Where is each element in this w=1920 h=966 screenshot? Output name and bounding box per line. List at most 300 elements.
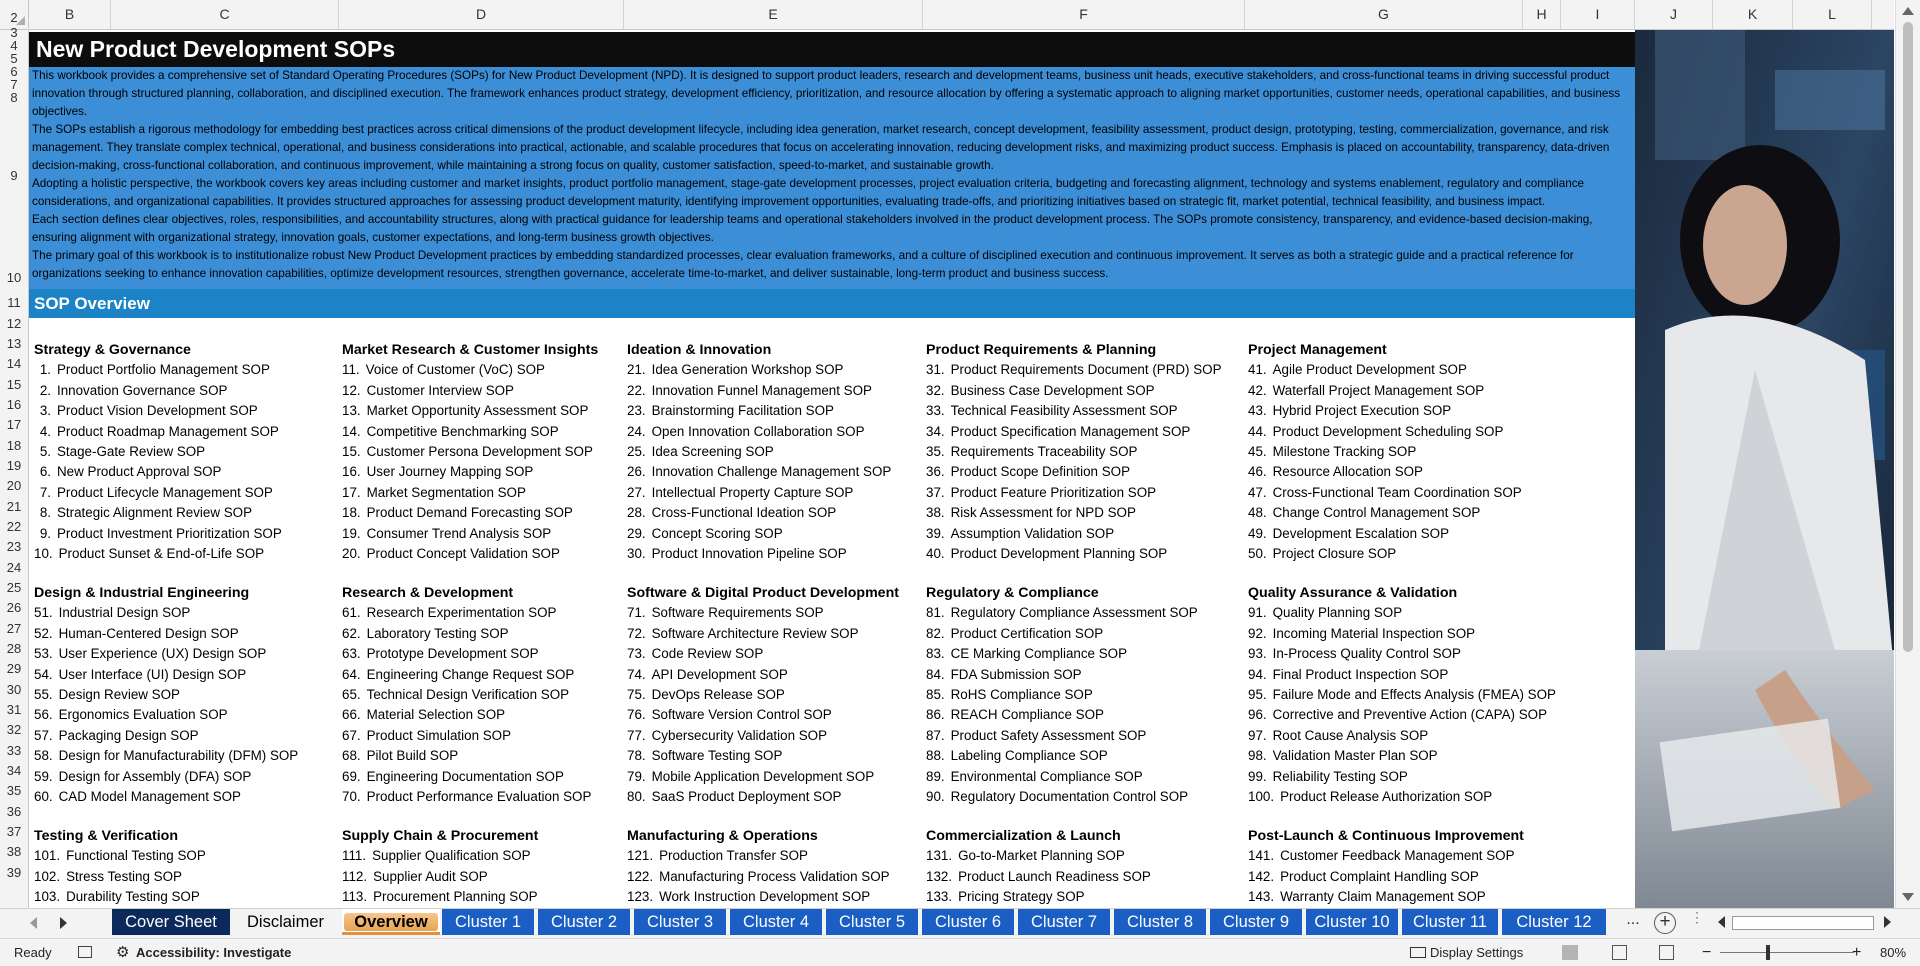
sop-number: 10. — [34, 545, 53, 561]
sop-list-item[interactable] — [926, 624, 1246, 644]
accessibility-status[interactable]: Accessibility: Investigate — [136, 945, 292, 960]
column-header[interactable]: K — [1713, 0, 1793, 29]
tab-label: Cluster 10 — [1314, 913, 1390, 931]
sop-list-item[interactable] — [627, 767, 947, 787]
sop-list-item[interactable] — [34, 787, 354, 807]
sop-list-item[interactable] — [1248, 887, 1568, 907]
sop-name: Warranty Claim Management SOP — [1280, 889, 1486, 905]
sop-list-item[interactable] — [1248, 462, 1568, 482]
sop-number: 55. — [34, 686, 53, 702]
sop-name: Corrective and Preventive Action (CAPA) SOP — [1272, 707, 1547, 723]
sop-name: Final Product Inspection SOP — [1272, 666, 1449, 682]
sop-number: 99. — [1248, 768, 1267, 784]
sop-name: Concept Scoring SOP — [651, 525, 783, 541]
row-header[interactable]: 16 — [6, 397, 22, 412]
sop-number: 77. — [627, 727, 646, 743]
sop-list-item[interactable] — [926, 442, 1246, 462]
sop-list-item[interactable] — [34, 705, 354, 725]
sop-list-item[interactable] — [342, 442, 662, 462]
tab-label: Cluster 11 — [1413, 913, 1487, 931]
sop-number: 38. — [926, 505, 945, 521]
sop-list-item[interactable] — [1248, 603, 1568, 623]
sop-number: 132. — [926, 868, 953, 884]
sop-list-item[interactable] — [342, 846, 662, 866]
sop-list-item[interactable] — [627, 867, 947, 887]
cluster-title: Testing & Verification — [34, 828, 179, 844]
tab-disclaimer[interactable] — [233, 909, 338, 935]
sop-list-item[interactable] — [34, 442, 354, 462]
sop-number: 143. — [1248, 889, 1275, 905]
sop-name: Product Vision Development SOP — [57, 403, 258, 419]
sop-list-item[interactable] — [34, 603, 354, 623]
sop-list-item[interactable] — [1248, 867, 1568, 887]
sop-list-item[interactable] — [34, 867, 354, 887]
row-header[interactable]: 10 — [6, 270, 22, 285]
sop-list-item[interactable] — [1248, 846, 1568, 866]
sop-name: Laboratory Testing SOP — [366, 625, 509, 641]
sop-list-item[interactable] — [342, 603, 662, 623]
scroll-down-icon[interactable] — [1902, 893, 1914, 901]
sop-name: Milestone Tracking SOP — [1272, 443, 1417, 459]
row-header[interactable]: 12 — [6, 316, 22, 331]
sop-list-item[interactable] — [627, 685, 947, 705]
row-header[interactable]: 33 — [6, 743, 22, 758]
row-header[interactable]: 2 — [10, 10, 18, 25]
sop-name: Durability Testing SOP — [66, 889, 200, 905]
sop-cluster — [1248, 826, 1568, 908]
sop-list-item[interactable] — [627, 544, 947, 564]
tab-label: Cluster 2 — [550, 913, 618, 931]
sop-list-item[interactable] — [342, 381, 662, 401]
cluster-title: Design & Industrial Engineering — [34, 585, 250, 601]
sop-number: 91. — [1248, 605, 1267, 621]
sop-list-item[interactable] — [34, 524, 354, 544]
sop-list-item[interactable] — [627, 887, 947, 907]
sop-name: Product Release Authorization SOP — [1280, 788, 1493, 804]
sop-number: 95. — [1248, 686, 1267, 702]
tab-cluster-11[interactable] — [1402, 909, 1500, 935]
sop-list-item[interactable] — [342, 665, 662, 685]
row-header[interactable]: 25 — [6, 580, 22, 595]
sop-cluster — [342, 583, 662, 807]
sop-list-item[interactable] — [342, 624, 662, 644]
sop-number: 92. — [1248, 625, 1267, 641]
column-header[interactable]: B — [29, 0, 111, 29]
sop-list-item[interactable] — [926, 422, 1246, 442]
sop-list-item[interactable] — [1248, 360, 1568, 380]
sop-list-item[interactable] — [34, 503, 354, 523]
tab-label: Cluster 9 — [1222, 913, 1290, 931]
sop-list-item[interactable] — [34, 644, 354, 664]
row-header[interactable]: 6 — [10, 64, 18, 79]
row-header[interactable]: 5 — [10, 51, 18, 66]
row-header[interactable]: 37 — [6, 824, 22, 839]
tab-splitter-icon[interactable]: ⋮ — [1690, 909, 1704, 925]
row-header[interactable]: 23 — [6, 539, 22, 554]
sop-number: 70. — [342, 788, 361, 804]
sop-list-item[interactable] — [1248, 685, 1568, 705]
row-header[interactable]: 19 — [6, 458, 22, 473]
sop-number: 112. — [342, 868, 368, 884]
sop-name: Change Control Management SOP — [1272, 505, 1481, 521]
sop-list-item[interactable] — [342, 483, 662, 503]
sop-list-item[interactable] — [926, 503, 1246, 523]
sop-list-item[interactable] — [1248, 422, 1568, 442]
sop-number: 52. — [34, 625, 53, 641]
column-header[interactable]: C — [111, 0, 339, 29]
row-header[interactable]: 29 — [6, 661, 22, 676]
sop-list-item[interactable] — [627, 624, 947, 644]
sop-list-item[interactable] — [342, 544, 662, 564]
sop-list-item[interactable] — [926, 726, 1246, 746]
sop-list-item[interactable] — [342, 887, 662, 907]
sop-list-item[interactable] — [1248, 381, 1568, 401]
row-header[interactable]: 22 — [6, 519, 22, 534]
column-header[interactable]: D — [339, 0, 624, 29]
sop-list-item[interactable] — [926, 787, 1246, 807]
sop-name: Product Innovation Pipeline SOP — [651, 545, 847, 561]
column-header[interactable]: E — [624, 0, 923, 29]
sop-list-item[interactable] — [34, 624, 354, 644]
row-header[interactable]: 38 — [6, 844, 22, 859]
row-header[interactable]: 18 — [6, 438, 22, 453]
sop-name: Engineering Documentation SOP — [366, 768, 564, 784]
sop-name: Manufacturing Process Validation SOP — [659, 868, 890, 884]
row-header[interactable]: 36 — [6, 804, 22, 819]
sop-list-item[interactable] — [342, 360, 662, 380]
tab-cluster-12[interactable] — [1502, 909, 1608, 935]
sop-name: Product Certification SOP — [950, 625, 1104, 641]
row-header[interactable]: 11 — [7, 295, 21, 310]
sop-number: 35. — [926, 443, 945, 459]
tab-label: Cluster 12 — [1516, 913, 1592, 931]
sop-list-item[interactable] — [34, 360, 354, 380]
sop-list-item[interactable] — [34, 726, 354, 746]
scroll-up-icon[interactable] — [1902, 7, 1914, 15]
sop-number: 11. — [342, 362, 360, 378]
tab-label: Cluster 6 — [934, 913, 1002, 931]
sop-list-item[interactable] — [627, 705, 947, 725]
column-header[interactable]: F — [923, 0, 1245, 29]
sop-cluster — [926, 826, 1246, 908]
sop-list-item[interactable] — [627, 524, 947, 544]
row-header[interactable]: 28 — [6, 641, 22, 656]
sop-list-item[interactable] — [342, 767, 662, 787]
sop-list-item[interactable] — [342, 644, 662, 664]
sop-number: 65. — [342, 686, 361, 702]
sop-number: 20. — [342, 545, 361, 561]
sop-list-item[interactable] — [1248, 705, 1568, 725]
vertical-scrollbar[interactable] — [1895, 0, 1920, 908]
sop-number: 40. — [926, 545, 945, 561]
sop-number: 141. — [1248, 848, 1275, 864]
sop-list-item[interactable] — [342, 726, 662, 746]
tab-label: Cover Sheet — [125, 913, 217, 931]
row-header[interactable]: 9 — [10, 168, 18, 183]
zoom-slider[interactable] — [1720, 952, 1854, 953]
sop-name: Customer Feedback Management SOP — [1280, 848, 1515, 864]
sop-list-item[interactable] — [627, 503, 947, 523]
sop-list-item[interactable] — [342, 685, 662, 705]
normal-view-icon[interactable] — [1562, 945, 1578, 960]
sop-list-item[interactable] — [1248, 524, 1568, 544]
worksheet-grid[interactable] — [29, 30, 1894, 908]
row-header[interactable]: 13 — [6, 336, 22, 351]
row-header[interactable]: 34 — [6, 763, 22, 778]
zoom-slider-handle[interactable] — [1766, 945, 1770, 960]
row-header[interactable]: 35 — [6, 783, 22, 798]
column-header[interactable]: H — [1523, 0, 1561, 29]
sop-list-item[interactable] — [627, 381, 947, 401]
sop-list-item[interactable] — [627, 442, 947, 462]
sop-list-item[interactable] — [926, 867, 1246, 887]
sop-list-item[interactable] — [342, 524, 662, 544]
horizontal-scroll-thumb[interactable] — [1732, 916, 1874, 930]
row-header[interactable]: 39 — [6, 865, 22, 880]
sop-name: Product Investment Prioritization SOP — [57, 525, 282, 541]
sop-name: Product Lifecycle Management SOP — [57, 484, 273, 500]
sop-list-item[interactable] — [627, 846, 947, 866]
sop-list-item[interactable] — [1248, 401, 1568, 421]
tab-cluster-2[interactable] — [538, 909, 632, 935]
tab-cluster-6[interactable] — [922, 909, 1016, 935]
sop-number: 31. — [926, 362, 945, 378]
sop-list-item[interactable] — [926, 603, 1246, 623]
sop-name: Customer Interview SOP — [366, 382, 514, 398]
sop-list-item[interactable] — [342, 462, 662, 482]
sop-list-item[interactable] — [1248, 544, 1568, 564]
sop-name: CAD Model Management SOP — [58, 788, 241, 804]
row-header[interactable]: 20 — [6, 478, 22, 493]
row-header[interactable]: 30 — [6, 682, 22, 697]
accessibility-icon[interactable]: ⚙ — [116, 944, 130, 961]
row-header[interactable]: 31 — [6, 702, 22, 717]
sop-number: 84. — [926, 666, 945, 682]
sop-list-item[interactable] — [926, 746, 1246, 766]
sop-list-item[interactable] — [34, 483, 354, 503]
row-header[interactable]: 3 — [10, 25, 18, 40]
sop-number: 133. — [926, 889, 953, 905]
zoom-level[interactable]: 80% — [1880, 945, 1907, 960]
sop-name: Product Portfolio Management SOP — [57, 362, 270, 378]
sop-list-item[interactable] — [627, 746, 947, 766]
sop-list — [627, 846, 947, 907]
sop-number: 34. — [926, 423, 945, 439]
sop-list-item[interactable] — [926, 846, 1246, 866]
row-header[interactable]: 8 — [10, 90, 18, 105]
sop-list-item[interactable] — [34, 381, 354, 401]
column-header[interactable]: J — [1635, 0, 1713, 29]
display-settings-icon[interactable] — [1410, 947, 1426, 958]
sop-name: Product Performance Evaluation SOP — [366, 788, 592, 804]
tab-cluster-1[interactable] — [442, 909, 536, 935]
sop-list-item[interactable] — [926, 665, 1246, 685]
sop-list-item[interactable] — [342, 503, 662, 523]
sop-list — [1248, 846, 1568, 907]
sop-list-item[interactable] — [34, 665, 354, 685]
sop-list-item[interactable] — [1248, 483, 1568, 503]
sop-list-item[interactable] — [34, 846, 354, 866]
tab-cluster-4[interactable] — [730, 909, 824, 935]
sop-name: Product Requirements Document (PRD) SOP — [950, 362, 1222, 378]
tab-cluster-10[interactable] — [1306, 909, 1400, 935]
sop-list-item[interactable] — [1248, 746, 1568, 766]
row-header[interactable]: 15 — [6, 377, 22, 392]
sop-list-item[interactable] — [627, 603, 947, 623]
sop-list-item[interactable] — [926, 360, 1246, 380]
sop-cluster-grid — [29, 340, 1635, 908]
sop-list-item[interactable] — [627, 401, 947, 421]
zoom-in-icon[interactable]: + — [1852, 944, 1862, 961]
row-header[interactable]: 4 — [10, 38, 18, 53]
sop-list-item[interactable] — [1248, 787, 1568, 807]
row-header[interactable]: 21 — [6, 499, 22, 514]
sop-list-item[interactable] — [627, 360, 947, 380]
vertical-scroll-thumb[interactable] — [1903, 22, 1913, 652]
tab-cluster-7[interactable] — [1018, 909, 1112, 935]
sop-name: Design Review SOP — [58, 686, 180, 702]
sop-list-item[interactable] — [342, 867, 662, 887]
row-header[interactable]: 27 — [6, 621, 22, 636]
page-layout-icon[interactable] — [1612, 945, 1627, 960]
sop-list-item[interactable] — [34, 462, 354, 482]
scroll-right-icon[interactable] — [1884, 916, 1891, 928]
sop-number: 8. — [39, 505, 51, 521]
row-header[interactable]: 7 — [10, 77, 18, 92]
scroll-left-icon[interactable] — [1718, 916, 1725, 928]
column-header[interactable]: I — [1561, 0, 1635, 29]
sop-name: Pilot Build SOP — [366, 748, 459, 764]
sop-list-item[interactable] — [342, 401, 662, 421]
sop-list-item[interactable] — [342, 746, 662, 766]
sop-list-item[interactable] — [342, 705, 662, 725]
tab-scroll-right-icon[interactable] — [60, 917, 67, 929]
sop-list-item[interactable] — [34, 887, 354, 907]
sop-number: 54. — [34, 666, 53, 682]
sop-list-item[interactable] — [34, 685, 354, 705]
sop-list-item[interactable] — [926, 483, 1246, 503]
sop-list-item[interactable] — [342, 787, 662, 807]
sop-list-item[interactable] — [627, 422, 947, 442]
sop-name: Cybersecurity Validation SOP — [651, 727, 828, 743]
sop-list-item[interactable] — [926, 462, 1246, 482]
sop-list-item[interactable] — [627, 462, 947, 482]
sop-list-item[interactable] — [34, 544, 354, 564]
sop-number: 74. — [627, 666, 646, 682]
more-tabs-ellipsis[interactable]: ... — [1626, 911, 1640, 928]
sop-list-item[interactable] — [926, 767, 1246, 787]
sop-cluster — [34, 826, 354, 908]
sop-number: 24. — [627, 423, 646, 439]
column-header[interactable]: L — [1793, 0, 1872, 29]
sop-name: Product Development Scheduling SOP — [1272, 423, 1504, 439]
row-header[interactable]: 32 — [6, 722, 22, 737]
row-header[interactable]: 24 — [6, 560, 22, 575]
tab-cluster-5[interactable] — [826, 909, 920, 935]
sop-name: Idea Generation Workshop SOP — [651, 362, 844, 378]
sop-number: 57. — [34, 727, 53, 743]
sop-number: 23. — [627, 403, 646, 419]
sop-list-item[interactable] — [926, 644, 1246, 664]
row-header[interactable]: 14 — [6, 356, 22, 371]
engineer-at-desk-image — [1635, 30, 1894, 908]
sop-name: FDA Submission SOP — [950, 666, 1082, 682]
sop-list-item[interactable] — [926, 381, 1246, 401]
display-settings-button[interactable]: Display Settings — [1430, 945, 1524, 960]
sop-list-item[interactable] — [627, 787, 947, 807]
sop-name: Functional Testing SOP — [66, 848, 206, 864]
sop-list-item[interactable] — [627, 726, 947, 746]
sop-list-item[interactable] — [34, 422, 354, 442]
sop-number: 82. — [926, 625, 945, 641]
sop-list-item[interactable] — [34, 746, 354, 766]
sop-name: Technical Design Verification SOP — [366, 686, 570, 702]
sop-list-item[interactable] — [342, 422, 662, 442]
sop-number: 73. — [627, 646, 646, 662]
sop-cluster — [34, 583, 354, 807]
sop-list-item[interactable] — [34, 401, 354, 421]
zoom-out-icon[interactable]: − — [1702, 944, 1712, 961]
sop-name: Innovation Governance SOP — [57, 382, 228, 398]
tab-scroll-left-icon[interactable] — [30, 917, 37, 929]
sop-name: Innovation Challenge Management SOP — [651, 464, 892, 480]
sop-list-item[interactable] — [34, 767, 354, 787]
sop-list-item[interactable] — [1248, 644, 1568, 664]
row-header[interactable]: 17 — [6, 417, 22, 432]
horizontal-scrollbar[interactable] — [1716, 912, 1894, 932]
sop-list-item[interactable] — [1248, 726, 1568, 746]
tab-cluster-9[interactable] — [1210, 909, 1304, 935]
tab-label: Cluster 4 — [742, 913, 810, 931]
tab-label: Disclaimer — [246, 913, 324, 931]
sop-list-item[interactable] — [1248, 624, 1568, 644]
page-break-preview-icon[interactable] — [1659, 945, 1674, 960]
tab-cover-sheet[interactable] — [112, 909, 230, 935]
intro-paragraph: Each section defines clear objectives, roles, responsibilities, and accountability structures, along with practical guidance for leadership teams and operational stakeholders involved in the product development process. The SOPs promote consistency, transparency, and evidence-based decision-making, ensuring alignment with organizational strategy, innovation goals, customer expectations, and long-term business growth objectives. — [32, 213, 1593, 244]
sop-list-item[interactable] — [926, 685, 1246, 705]
sop-number: 9. — [39, 525, 51, 541]
sop-list-item[interactable] — [1248, 442, 1568, 462]
row-header[interactable]: 26 — [6, 600, 22, 615]
sop-list-item[interactable] — [926, 544, 1246, 564]
sop-list-item[interactable] — [627, 644, 947, 664]
sop-number: 56. — [34, 707, 53, 723]
sop-number: 131. — [926, 848, 953, 864]
sop-list-item[interactable] — [926, 524, 1246, 544]
sop-list-item[interactable] — [926, 887, 1246, 907]
tab-cluster-8[interactable] — [1114, 909, 1208, 935]
tab-cluster-3[interactable] — [634, 909, 728, 935]
sop-list-item[interactable] — [1248, 665, 1568, 685]
add-sheet-icon[interactable]: + — [1654, 912, 1676, 934]
sop-name: Software Requirements SOP — [651, 605, 824, 621]
column-header[interactable]: G — [1245, 0, 1523, 29]
sop-number: 64. — [342, 666, 361, 682]
sop-list-item[interactable] — [926, 401, 1246, 421]
sop-list-item[interactable] — [1248, 767, 1568, 787]
sop-number: 46. — [1248, 464, 1267, 480]
sop-name: Product Roadmap Management SOP — [57, 423, 279, 439]
sop-list-item[interactable] — [1248, 503, 1568, 523]
sop-list-item[interactable] — [627, 665, 947, 685]
sop-list-item[interactable] — [627, 483, 947, 503]
sop-list-item[interactable] — [926, 705, 1246, 725]
macro-record-icon[interactable] — [78, 946, 92, 958]
tab-overview[interactable] — [342, 909, 440, 935]
sop-number: 12. — [342, 382, 361, 398]
sop-name: Competitive Benchmarking SOP — [366, 423, 559, 439]
sop-name: Software Version Control SOP — [651, 707, 832, 723]
